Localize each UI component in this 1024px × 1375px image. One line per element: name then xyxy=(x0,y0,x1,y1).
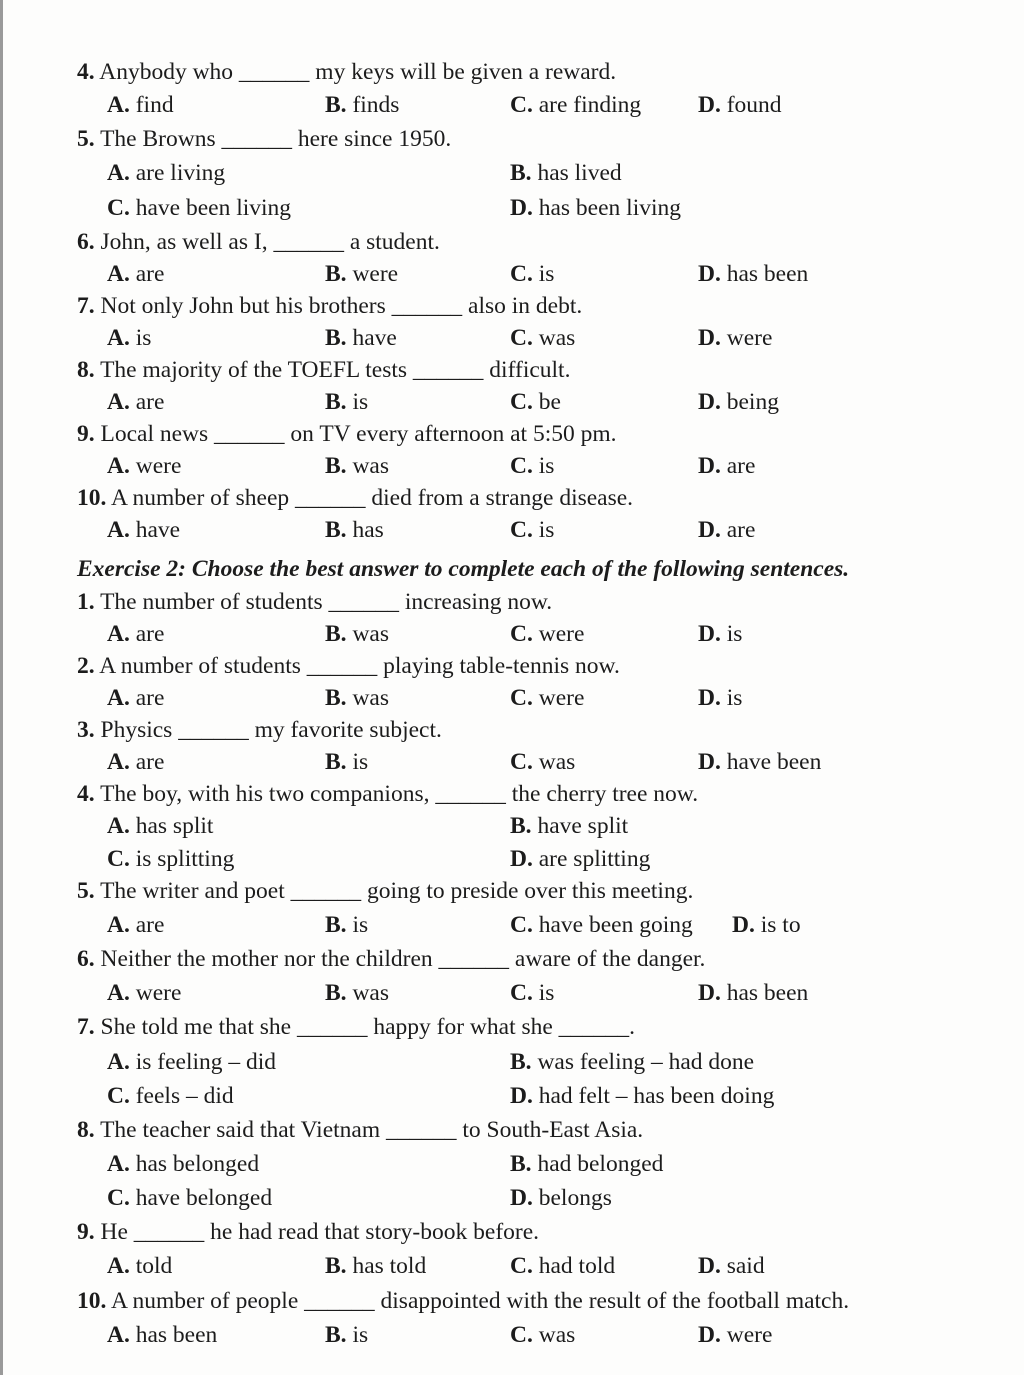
question-number: 6. xyxy=(77,946,95,972)
option-c: C. were xyxy=(510,621,585,647)
option-c: C. have been living xyxy=(107,195,292,221)
question-text: The writer and poet ______ going to preside over this meeting. xyxy=(100,878,694,904)
option-b: B. have split xyxy=(510,813,629,839)
option-b: B. have xyxy=(325,325,397,351)
question-stem xyxy=(77,1287,849,1315)
option-a: A. are xyxy=(107,749,165,775)
option-d: D. were xyxy=(698,1322,773,1348)
question-text: The majority of the TOEFL tests ______ difficult. xyxy=(100,357,571,383)
option-b: B. is xyxy=(325,912,369,938)
question-stem xyxy=(77,877,693,905)
question-text: John, as well as I, ______ a student. xyxy=(100,229,440,255)
option-d: D. being xyxy=(698,389,779,415)
option-a: A. are living xyxy=(107,160,226,186)
question-number: 5. xyxy=(77,878,95,904)
question-number: 7. xyxy=(77,1014,95,1040)
option-b: B. is xyxy=(325,389,369,415)
option-d: D. were xyxy=(698,325,773,351)
option-a: A. is xyxy=(107,325,152,351)
question-text: Physics ______ my favorite subject. xyxy=(100,717,442,743)
option-b: B. finds xyxy=(325,92,400,118)
question-stem xyxy=(77,1218,539,1246)
option-d: D. had felt – has been doing xyxy=(510,1083,775,1109)
question-stem xyxy=(77,780,698,808)
question-number: 4. xyxy=(77,781,95,807)
option-b: B. has lived xyxy=(510,160,622,186)
option-c: C. is xyxy=(510,980,555,1006)
question-text: She told me that she ______ happy for what she ______. xyxy=(100,1014,636,1040)
option-b: B. has xyxy=(325,517,384,543)
option-c: C. are finding xyxy=(510,92,642,118)
question-stem xyxy=(77,716,442,744)
option-d: D. has been xyxy=(698,261,809,287)
option-b: B. was xyxy=(325,621,389,647)
option-d: D. found xyxy=(698,92,782,118)
option-c: C. was xyxy=(510,1322,576,1348)
scan-edge xyxy=(0,0,3,1375)
option-a: A. were xyxy=(107,980,182,1006)
question-number: 5. xyxy=(77,126,95,152)
option-d: D. have been xyxy=(698,749,822,775)
option-c: C. be xyxy=(510,389,561,415)
question-text: He ______ he had read that story-book before. xyxy=(100,1219,540,1245)
option-b: B. were xyxy=(325,261,399,287)
question-text: The Browns ______ here since 1950. xyxy=(100,126,452,152)
question-stem xyxy=(77,420,617,448)
question-text: The boy, with his two companions, ______ the cherry tree now. xyxy=(100,781,699,807)
option-c: C. was xyxy=(510,325,576,351)
question-text: A number of sheep ______ died from a strange disease. xyxy=(110,485,634,511)
option-a: A. told xyxy=(107,1253,173,1279)
question-text: A number of people ______ disappointed with the result of the football match. xyxy=(110,1288,850,1314)
option-b: B. has told xyxy=(325,1253,427,1279)
question-number: 8. xyxy=(77,1117,95,1143)
question-text: The number of students ______ increasing now. xyxy=(100,589,553,615)
option-c: C. had told xyxy=(510,1253,616,1279)
option-b: B. was xyxy=(325,685,389,711)
question-number: 10. xyxy=(77,485,107,511)
option-d: D. are xyxy=(698,517,756,543)
question-stem xyxy=(77,1116,643,1144)
option-b: B. is xyxy=(325,749,369,775)
option-d: D. said xyxy=(698,1253,765,1279)
question-stem xyxy=(77,588,552,616)
option-c: C. is xyxy=(510,261,555,287)
option-b: B. was xyxy=(325,453,389,479)
option-d: D. are xyxy=(698,453,756,479)
option-a: A. have xyxy=(107,517,181,543)
option-b: B. was xyxy=(325,980,389,1006)
option-a: A. is feeling – did xyxy=(107,1049,277,1075)
option-a: A. has belonged xyxy=(107,1151,260,1177)
question-number: 9. xyxy=(77,1219,95,1245)
question-text: A number of students ______ playing table-tennis now. xyxy=(99,653,620,679)
option-b: B. was feeling – had done xyxy=(510,1049,755,1075)
option-a: A. are xyxy=(107,685,165,711)
question-number: 6. xyxy=(77,229,95,255)
question-stem xyxy=(77,125,451,153)
question-number: 3. xyxy=(77,717,95,743)
option-a: A. are xyxy=(107,621,165,647)
option-a: A. are xyxy=(107,912,165,938)
question-text: Anybody who ______ my keys will be given a reward. xyxy=(99,59,617,85)
question-text: Not only John but his brothers ______ also in debt. xyxy=(100,293,583,319)
question-stem xyxy=(77,228,440,256)
option-d: D. is xyxy=(698,685,743,711)
option-d: D. are splitting xyxy=(510,846,651,872)
question-number: 9. xyxy=(77,421,95,447)
question-number: 7. xyxy=(77,293,95,319)
question-text: The teacher said that Vietnam ______ to South-East Asia. xyxy=(100,1117,644,1143)
question-stem xyxy=(77,652,620,680)
option-c: C. is splitting xyxy=(107,846,235,872)
option-d: D. is xyxy=(698,621,743,647)
option-d: D. has been living xyxy=(510,195,682,221)
question-number: 4. xyxy=(77,59,95,85)
question-number: 10. xyxy=(77,1288,107,1314)
option-a: A. has been xyxy=(107,1322,218,1348)
option-a: A. are xyxy=(107,389,165,415)
question-number: 8. xyxy=(77,357,95,383)
question-text: Neither the mother nor the children ______ aware of the danger. xyxy=(100,946,706,972)
option-b: B. had belonged xyxy=(510,1151,664,1177)
option-c: C. is xyxy=(510,453,555,479)
question-stem xyxy=(77,58,616,86)
question-stem xyxy=(77,1013,635,1041)
question-stem xyxy=(77,945,705,973)
question-text: Local news ______ on TV every afternoon at 5:50 pm. xyxy=(100,421,617,447)
question-number: 2. xyxy=(77,653,95,679)
option-c: C. have been going xyxy=(510,912,693,938)
option-c: C. feels – did xyxy=(107,1083,234,1109)
option-c: C. was xyxy=(510,749,576,775)
option-d: D. belongs xyxy=(510,1185,612,1211)
option-b: B. is xyxy=(325,1322,369,1348)
option-c: C. is xyxy=(510,517,555,543)
question-stem xyxy=(77,356,570,384)
option-a: A. are xyxy=(107,261,165,287)
exercise-2-heading: Exercise 2: Choose the best answer to complete each of the following sentences. xyxy=(77,556,850,582)
option-d: D. has been xyxy=(698,980,809,1006)
question-number: 1. xyxy=(77,589,95,615)
option-c: C. were xyxy=(510,685,585,711)
option-a: A. were xyxy=(107,453,182,479)
option-c: C. have belonged xyxy=(107,1185,273,1211)
option-d: D. is to xyxy=(732,912,801,938)
question-stem xyxy=(77,292,582,320)
option-a: A. has split xyxy=(107,813,214,839)
question-stem xyxy=(77,484,633,512)
option-a: A. find xyxy=(107,92,174,118)
